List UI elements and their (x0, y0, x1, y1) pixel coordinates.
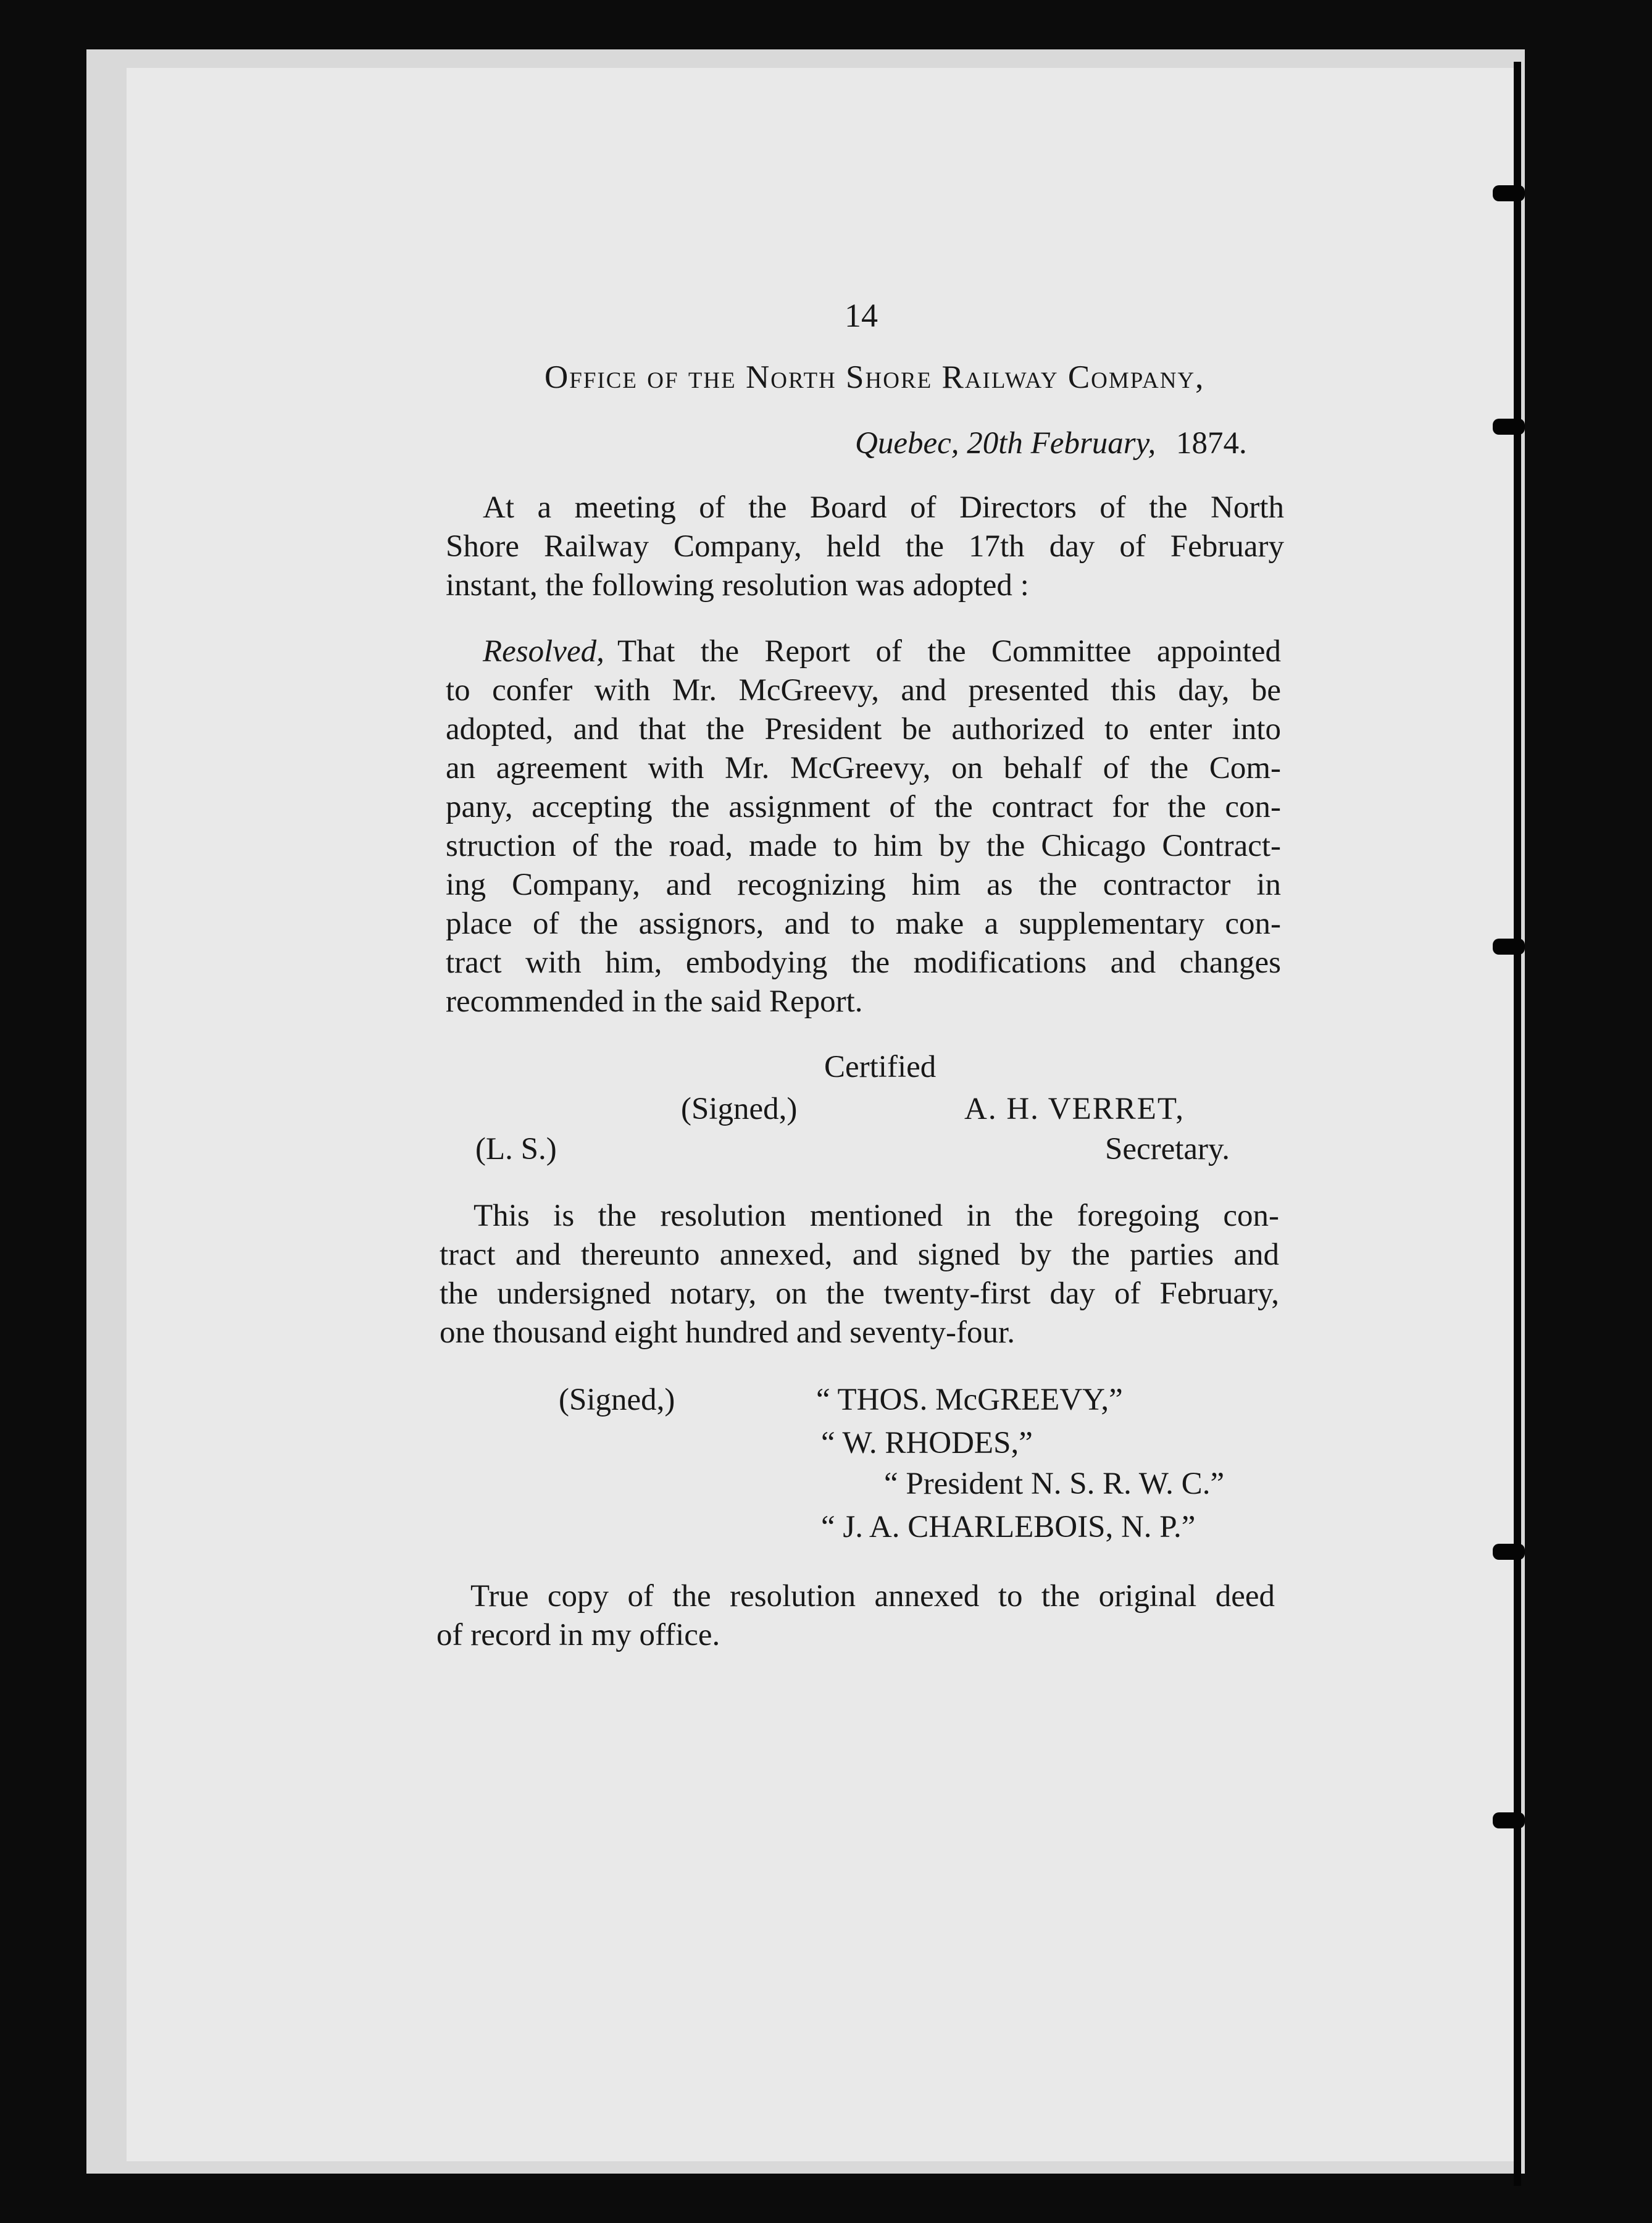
text-line: place of the assignors, and to make a supplementary con- (446, 906, 1281, 941)
text-line: pany, accepting the assignment of the contract for the con- (446, 790, 1281, 824)
signature-charlebois: “ J. A. CHARLEBOIS, N. P.” (821, 1510, 1196, 1544)
text-line: instant, the following resolution was adopted : (446, 568, 1029, 603)
text-line: This is the resolution mentioned in the foregoing con- (473, 1199, 1279, 1233)
binding-edge (1514, 62, 1521, 2186)
signature-mcgreevy: “ THOS. McGREEVY,” (816, 1383, 1123, 1417)
signed-label: (Signed,) (681, 1092, 798, 1126)
text-line: Shore Railway Company, held the 17th day of February (446, 529, 1284, 564)
signature-rhodes-title: “ President N. S. R. W. C.” (884, 1467, 1225, 1501)
text-line: of record in my office. (436, 1618, 720, 1652)
binding-clip (1493, 1544, 1525, 1560)
seal-mark: (L. S.) (475, 1132, 557, 1166)
text-line: tract with him, embodying the modifications and changes (446, 945, 1281, 980)
dateline-year: 1874. (1176, 426, 1247, 461)
binding-clip (1493, 1812, 1525, 1828)
text-line: an agreement with Mr. McGreevy, on behalf of the Com- (446, 751, 1281, 785)
secretary-title: Secretary. (1105, 1132, 1230, 1166)
text-line: recommended in the said Report. (446, 984, 863, 1019)
text-line: to confer with Mr. McGreevy, and presented this day, be (446, 673, 1281, 708)
text-line: tract and thereunto annexed, and signed by the parties and (440, 1237, 1279, 1272)
text-line: True copy of the resolution annexed to the original deed (470, 1579, 1275, 1614)
signed-label: (Signed,) (559, 1383, 675, 1417)
binding-clip (1493, 939, 1525, 955)
office-heading: Office of the North Shore Railway Company, (544, 359, 1205, 395)
text-line: That the Report of the Committee appointed (617, 634, 1281, 669)
secretary-name: A. H. VERRET, (964, 1092, 1185, 1126)
binding-clip (1493, 419, 1525, 435)
text-line: the undersigned notary, on the twenty-first day of February, (440, 1276, 1279, 1311)
text-line: At a meeting of the Board of Directors of the North (483, 490, 1284, 525)
text-line: ing Company, and recognizing him as the contractor in (446, 868, 1281, 902)
dateline-place-date: Quebec, 20th February, (855, 426, 1156, 461)
certified-label: Certified (824, 1050, 937, 1084)
signature-rhodes: “ W. RHODES,” (821, 1426, 1033, 1460)
page-number: 14 (845, 297, 878, 334)
text-line: struction of the road, made to him by the Chicago Contract- (446, 829, 1281, 863)
text-line: adopted, and that the President be authorized to enter into (446, 712, 1281, 747)
text-line: one thousand eight hundred and seventy-four. (440, 1315, 1015, 1350)
resolved-label: Resolved, (483, 634, 604, 669)
binding-clip (1493, 185, 1525, 201)
